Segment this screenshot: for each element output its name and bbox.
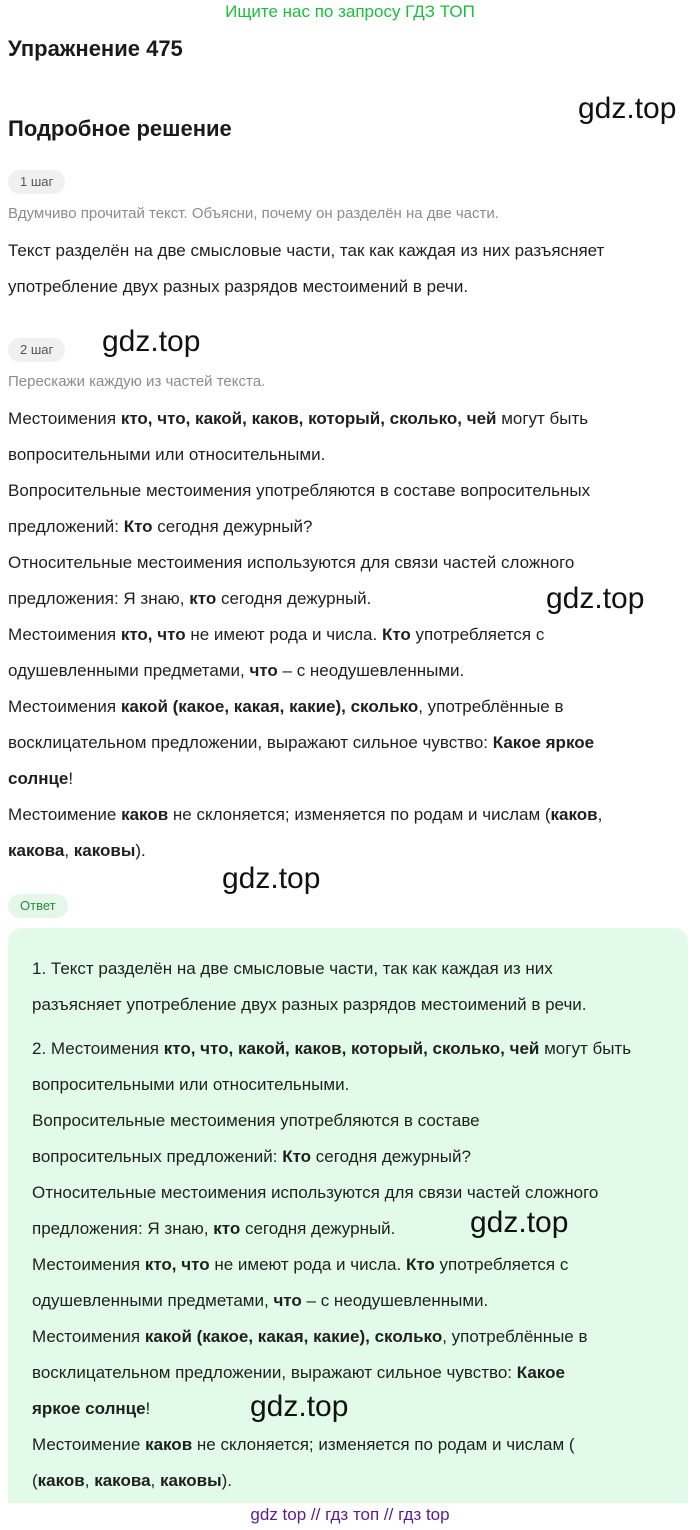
- watermark: gdz.top: [470, 1206, 569, 1239]
- text-line: одушевленными предметами, что – с неодушевленными.: [8, 661, 465, 680]
- text-line: вопросительными или относительными.: [32, 1075, 350, 1094]
- text-line: Относительные местоимения используются для связи частей сложного: [32, 1183, 599, 1202]
- answer-chip: Ответ: [8, 894, 68, 918]
- text-line: Местоимение каков не склоняется; изменяется по родам и числам (: [32, 1435, 575, 1454]
- text-line: (каков, какова, каковы).: [32, 1471, 232, 1490]
- text-line: Местоимения кто, что не имеют рода и числа. Кто употребляется с: [32, 1255, 569, 1274]
- text-line: предложения: Я знаю, кто сегодня дежурный.: [8, 589, 372, 608]
- watermark: gdz.top: [250, 1390, 349, 1423]
- text-line: солнце!: [8, 769, 74, 788]
- step-1-chip: 1 шаг: [8, 170, 65, 194]
- text-line: Вопросительные местоимения употребляются в составе: [32, 1111, 480, 1130]
- text-line: 1. Текст разделён на две смысловые части, так как каждая из них: [32, 959, 553, 978]
- step-1-solution: [8, 233, 688, 305]
- watermark: gdz.top: [546, 582, 645, 615]
- section-title: Подробное решение: [8, 116, 232, 141]
- footer-links[interactable]: gdz top // гдз топ // гдз top: [250, 1505, 450, 1524]
- step-2-solution: [8, 401, 688, 869]
- text-line: восклицательном предложении, выражают сильное чувство: Какое: [32, 1363, 565, 1382]
- text-line: вопросительных предложений: Кто сегодня дежурный?: [32, 1147, 471, 1166]
- text-line: Текст разделён на две смысловые части, так как каждая из них разъясняет: [8, 241, 605, 260]
- step-1-task: Вдумчиво прочитай текст. Объясни, почему он разделён на две части.: [8, 205, 499, 222]
- text-line: Местоимения какой (какое, какая, какие), сколько, употреблённые в: [8, 697, 564, 716]
- text-line: вопросительными или относительными.: [8, 445, 326, 464]
- answer-content: [32, 951, 672, 1499]
- text-line: употребление двух разных разрядов местоимений в речи.: [8, 277, 469, 296]
- search-hint-link[interactable]: Ищите нас по запросу ГДЗ ТОП: [225, 2, 475, 21]
- text-line: яркое солнце!: [32, 1399, 151, 1418]
- text-line: Вопросительные местоимения употребляются в составе вопросительных: [8, 481, 591, 500]
- exercise-title: Упражнение 475: [8, 36, 183, 61]
- text-line: восклицательном предложении, выражают сильное чувство: Какое яркое: [8, 733, 595, 752]
- text-line: Относительные местоимения используются для связи частей сложного: [8, 553, 575, 572]
- text-line: Местоимения какой (какое, какая, какие), сколько, употреблённые в: [32, 1327, 588, 1346]
- step-2-chip: 2 шаг: [8, 338, 65, 362]
- text-line: Местоимения кто, что не имеют рода и числа. Кто употребляется с: [8, 625, 545, 644]
- text-line: предложений: Кто сегодня дежурный?: [8, 517, 313, 536]
- text-line: какова, каковы).: [8, 841, 146, 860]
- watermark: gdz.top: [102, 325, 201, 358]
- step-2-task: Перескажи каждую из частей текста.: [8, 373, 266, 390]
- text-line: 2. Местоимения кто, что, какой, каков, который, сколько, чей могут быть: [32, 1039, 632, 1058]
- text-line: одушевленными предметами, что – с неодушевленными.: [32, 1291, 489, 1310]
- watermark: gdz.top: [222, 862, 321, 895]
- text-line: Местоимение каков не склоняется; изменяется по родам и числам (каков,: [8, 805, 603, 824]
- text-line: предложения: Я знаю, кто сегодня дежурный.: [32, 1219, 396, 1238]
- text-line: Местоимения кто, что, какой, каков, который, сколько, чей могут быть: [8, 409, 589, 428]
- text-line: разъясняет употребление двух разных разрядов местоимений в речи.: [32, 995, 587, 1014]
- watermark: gdz.top: [578, 92, 677, 125]
